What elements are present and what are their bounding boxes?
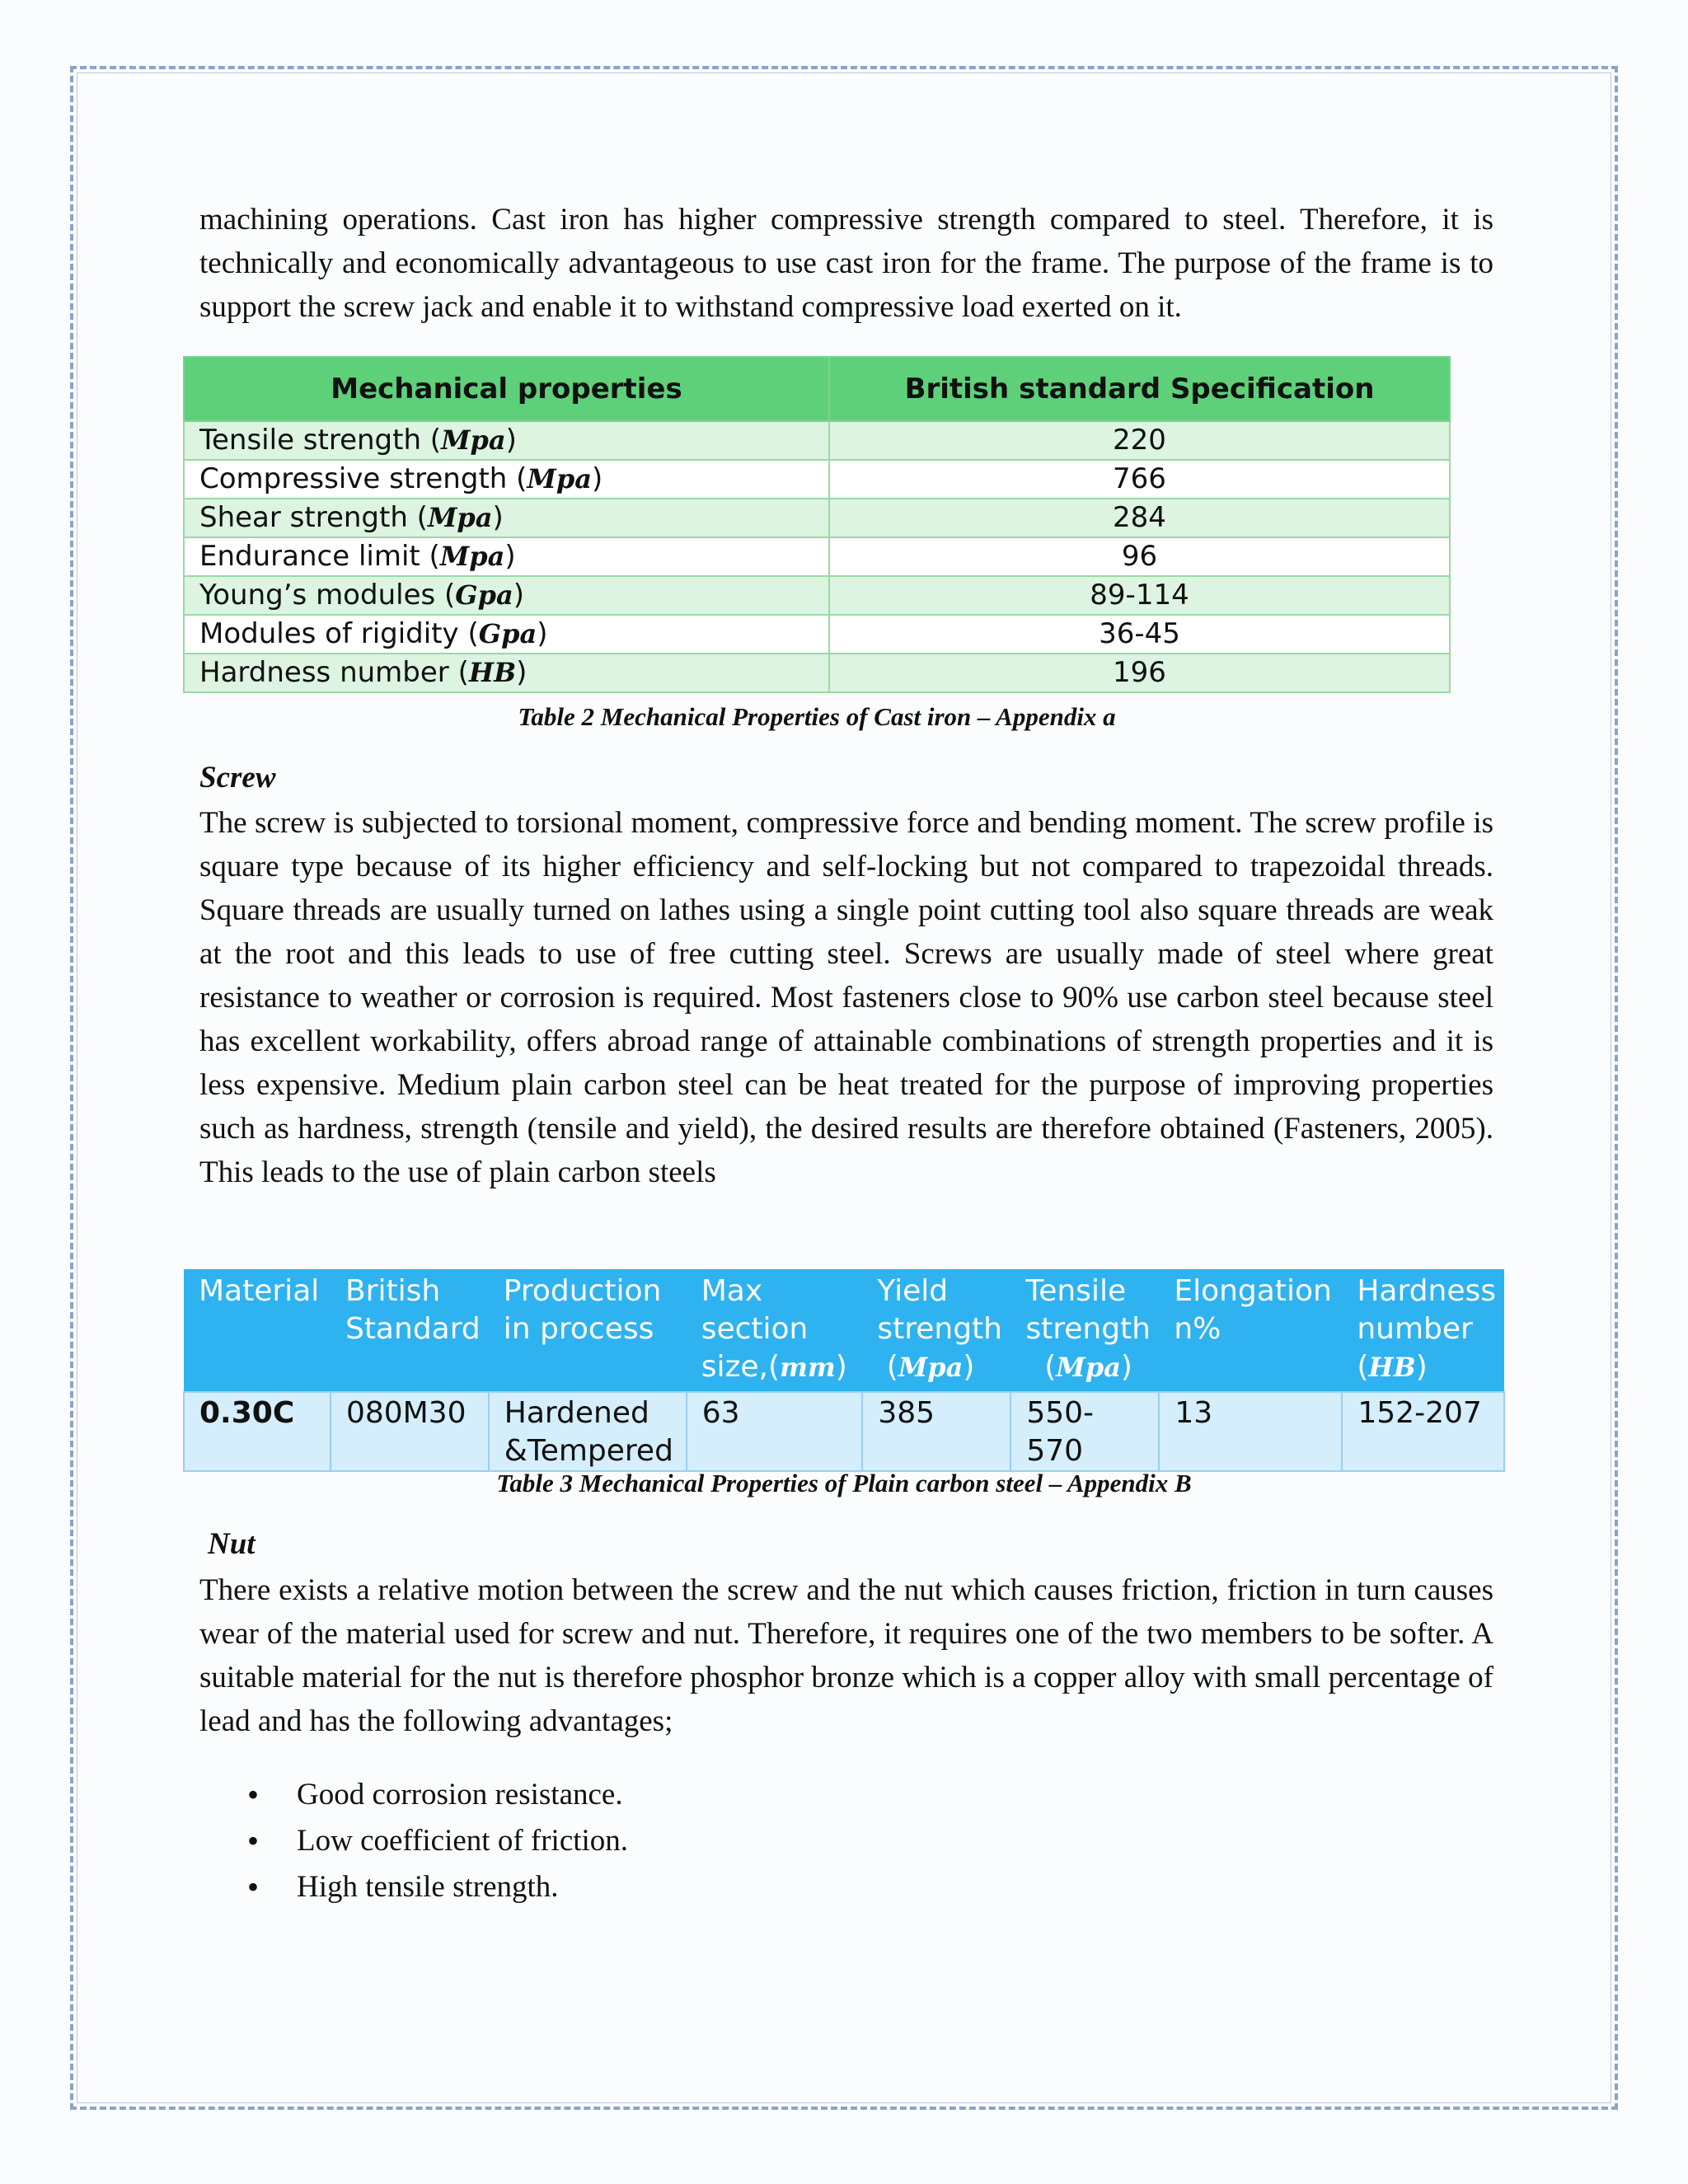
table-header-row: [184, 357, 1450, 421]
table-header-cell: Mechanical properties: [184, 357, 829, 421]
cell-max-section: 63: [687, 1392, 863, 1471]
property-value: 284: [829, 499, 1450, 537]
nut-heading: Nut: [208, 1527, 256, 1561]
intro-paragraph: machining operations. Cast iron has higher compressive strength compared to steel. Therefore, it is technically and economically advantageous to use cast iron for the frame. The purpose of the frame is to support the screw jack and enable it to withstand compressive load exerted on it.: [199, 203, 1493, 324]
table2-caption: Table 2 Mechanical Properties of Cast iron – Appendix a: [518, 702, 1116, 731]
header-material: Material: [184, 1269, 331, 1392]
header-max-section: Max section size,(mm): [687, 1269, 863, 1392]
table3-caption: Table 3 Mechanical Properties of Plain carbon steel – Appendix B: [496, 1469, 1192, 1497]
list-item: • Low coefficient of friction.: [199, 1818, 628, 1864]
property-label: Endurance limit (Mpa): [184, 537, 829, 576]
table-row: [184, 576, 1450, 615]
property-value: 36-45: [829, 615, 1450, 654]
table-row: [184, 421, 1450, 460]
screw-block: [199, 801, 1493, 1194]
intro-block: [199, 198, 1493, 329]
cell-production: Hardened &Tempered: [489, 1392, 687, 1471]
table-header-cell: British standard Specification: [829, 357, 1450, 421]
cell-british-standard: 080M30: [331, 1392, 489, 1471]
property-label: Modules of rigidity (Gpa): [184, 615, 829, 654]
header-hardness: Hardness number (HB): [1342, 1269, 1504, 1392]
header-production: Production in process: [489, 1269, 687, 1392]
cast-iron-properties-table: [183, 356, 1451, 693]
property-label: Young’s modules (Gpa): [184, 576, 829, 615]
property-value: 196: [829, 654, 1450, 692]
table-header-row: [184, 1269, 1504, 1392]
cell-yield: 385: [862, 1392, 1010, 1471]
table-row: [184, 654, 1450, 692]
property-value: 766: [829, 460, 1450, 499]
property-value: 96: [829, 537, 1450, 576]
table-row: [184, 499, 1450, 537]
header-tensile-strength: Tensile strength (Mpa): [1010, 1269, 1159, 1392]
plain-carbon-steel-table: [183, 1269, 1505, 1472]
nut-block: [199, 1568, 1493, 1743]
cell-hardness: 152-207: [1342, 1392, 1504, 1471]
screw-paragraph: The screw is subjected to torsional moment, compressive force and bending moment. The screw profile is square type because of its higher efficiency and self-locking but not compared to trapezoidal threads. Square threads are usually turned on lathes using a single point cutting tool also square threads are weak at the root and this leads to use of free cutting steel. Screws are usually made of steel where great resistance to weather or corrosion is required. Most fasteners close to 90% use carbon steel because steel has excellent workability, offers abroad range of attainable combinations of strength properties and it is less expensive. Medium plain carbon steel can be heat treated for the purpose of improving properties such as hardness, strength (tensile and yield), the desired results are therefore obtained (Fasteners, 2005). This leads to the use of plain carbon steels: [199, 806, 1493, 1189]
property-label: Tensile strength (Mpa): [184, 421, 829, 460]
table-row: [184, 615, 1450, 654]
nut-paragraph: There exists a relative motion between the screw and the nut which causes friction, friction in turn causes wear of the material used for screw and nut. Therefore, it requires one of the two members to be softer. A suitable material for the nut is therefore phosphor bronze which is a copper alloy with small percentage of lead and has the following advantages;: [199, 1573, 1493, 1738]
screw-heading: Screw: [199, 761, 276, 794]
property-value: 220: [829, 421, 1450, 460]
header-yield-strength: Yield strength (Mpa): [862, 1269, 1010, 1392]
list-item: • High tensile strength.: [199, 1864, 628, 1910]
header-elongation: Elongation n%: [1159, 1269, 1342, 1392]
cell-elongation: 13: [1159, 1392, 1342, 1471]
property-label: Shear strength (Mpa): [184, 499, 829, 537]
list-item: • Good corrosion resistance.: [199, 1772, 628, 1818]
advantages-list: [199, 1772, 628, 1910]
property-label: Hardness number (HB): [184, 654, 829, 692]
table-row: [184, 537, 1450, 576]
table-row: [184, 1392, 1504, 1471]
property-label: Compressive strength (Mpa): [184, 460, 829, 499]
cell-tensile: 550- 570: [1010, 1392, 1159, 1471]
property-value: 89-114: [829, 576, 1450, 615]
table-row: [184, 460, 1450, 499]
cell-material: 0.30C: [184, 1392, 331, 1471]
header-british-standard: British Standard: [331, 1269, 489, 1392]
